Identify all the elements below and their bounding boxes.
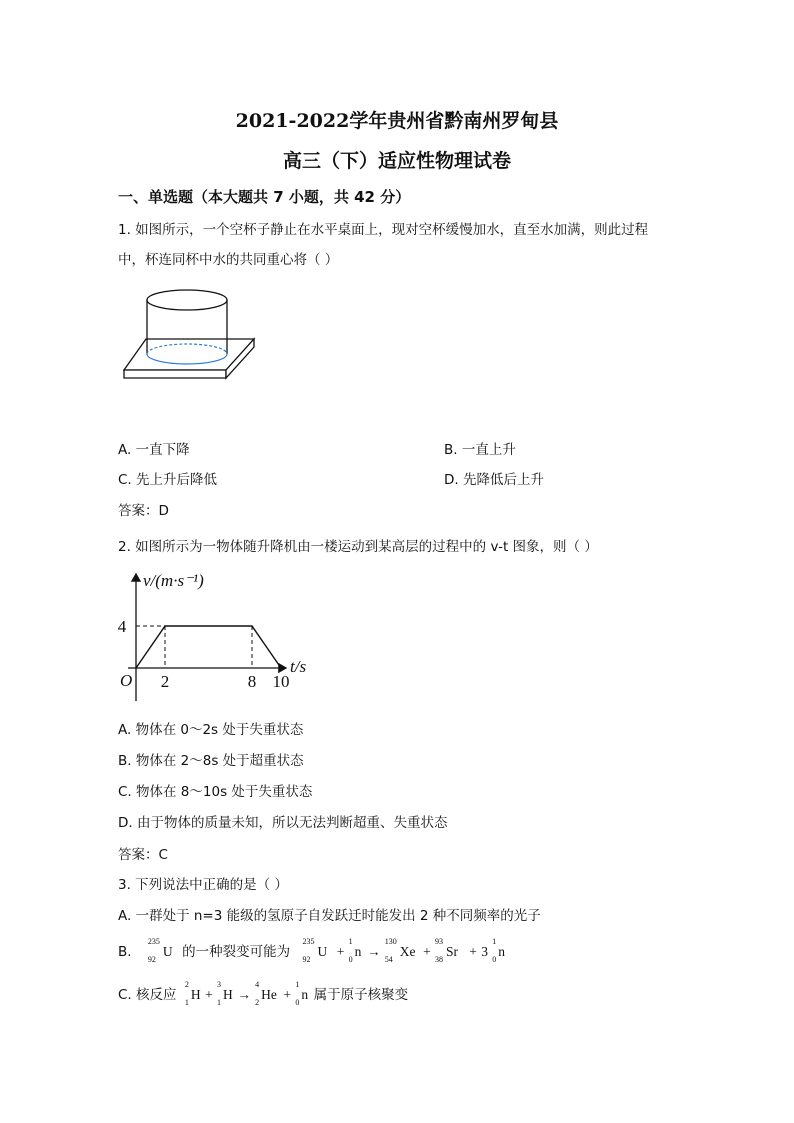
q3-text: 3. 下列说法中正确的是（ ） bbox=[118, 877, 288, 893]
chart-origin-label: O bbox=[120, 671, 133, 690]
q2-option-d: D. 由于物体的质量未知，所以无法判断超重、失重状态 bbox=[118, 815, 448, 831]
section-heading: 一、单选题（本大题共 7 小题，共 42 分） bbox=[118, 188, 411, 206]
q1-option-d: D. 先降低后上升 bbox=[444, 472, 544, 488]
q1-answer: 答案：D bbox=[118, 503, 169, 519]
q1-text-line-1: 1. 如图所示，一个空杯子静止在水平桌面上，现对空杯缓慢加水，直至水加满，则此过程 bbox=[118, 222, 649, 238]
q1-option-c: C. 先上升后降低 bbox=[118, 472, 218, 488]
x-tick-label-10: 10 bbox=[272, 672, 290, 691]
y-tick-label-4: 4 bbox=[117, 617, 127, 636]
q1-option-a: A. 一直下降 bbox=[118, 442, 190, 458]
q3-option-c-prefix: C. 核反应 bbox=[118, 987, 177, 1003]
eq-b-sr93: 93 38 Sr bbox=[434, 937, 458, 964]
eq-b-u235: 235 92 U bbox=[302, 937, 328, 964]
q2-text: 2. 如图所示为一物体随升降机由一楼运动到某高层的过程中的 v-t 图象，则（ ） bbox=[118, 539, 598, 555]
eq-c-h2: 2 1 H bbox=[184, 980, 201, 1007]
cup-on-table-figure bbox=[120, 282, 260, 386]
q2-option-c: C. 物体在 8～10s 处于失重状态 bbox=[118, 784, 313, 800]
eq-c-he4: 4 2 He bbox=[255, 980, 277, 1007]
title-line-1: 2021-2022学年贵州省黔南州罗甸县 bbox=[235, 110, 559, 132]
eq-b-xe130: 130 54 Xe bbox=[384, 937, 416, 964]
q2-option-b: B. 物体在 2～8s 处于超重状态 bbox=[118, 753, 304, 769]
x-tick-label-2: 2 bbox=[160, 672, 170, 691]
q3-option-c-suffix: 属于原子核聚变 bbox=[313, 987, 409, 1003]
title-line-2: 高三（下）适应性物理试卷 bbox=[282, 150, 511, 172]
x-tick-label-8: 8 bbox=[247, 672, 257, 691]
vt-chart bbox=[112, 566, 322, 706]
q3-option-b-prefix: B. bbox=[118, 944, 132, 960]
q3-option-a: A. 一群处于 n=3 能级的氢原子自发跃迁时能发出 2 种不同频率的光子 bbox=[118, 908, 541, 924]
q3-option-b: B. 235 92 U 的一种裂变可能为 235 92 U + 1 0 n → 130 54 Xe + 93 38 Sr + 3 1 0 n bbox=[118, 937, 505, 964]
eq-b-neutron: 1 0 n bbox=[348, 937, 362, 964]
q1-option-b: B. 一直上升 bbox=[444, 442, 516, 458]
eq-c-h3: 3 1 H bbox=[217, 980, 233, 1007]
q1-text-line-2: 中，杯连同杯中水的共同重心将（ ） bbox=[118, 252, 339, 268]
nuclide-u235: 235 92 U bbox=[147, 937, 173, 964]
q3-option-c: C. 核反应 2 1 H + 3 1 H → 4 2 He + 1 0 n 属于原子核聚变 bbox=[118, 980, 409, 1007]
q2-option-a: A. 物体在 0～2s 处于失重状态 bbox=[118, 722, 304, 738]
eq-b-neutron-2: 1 0 n bbox=[492, 937, 505, 964]
vt-series-line bbox=[136, 626, 281, 668]
q3-option-b-text: 的一种裂变可能为 bbox=[182, 944, 291, 960]
chart-ylabel: v/(m·s⁻¹) bbox=[143, 571, 204, 590]
eq-c-neutron: 1 0 n bbox=[295, 980, 309, 1007]
q2-answer: 答案：C bbox=[118, 847, 168, 863]
chart-xlabel: t/s bbox=[290, 657, 307, 676]
